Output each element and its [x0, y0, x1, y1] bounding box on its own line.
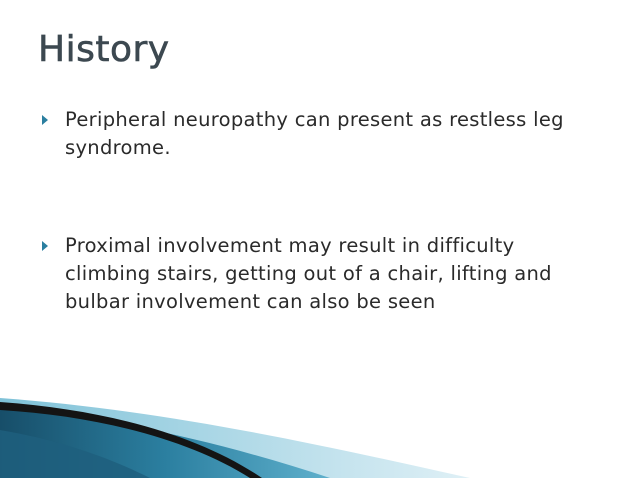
bullet-item — [40, 232, 600, 316]
bullet-text: Proximal involvement may result in difficulty climbing stairs, getting out of a chair, lifting and bulbar involvement can also be seen — [65, 234, 552, 313]
wave-main-band — [0, 408, 330, 478]
wave-dark-stroke — [0, 402, 262, 478]
wave-light-band — [0, 398, 470, 478]
triangle-bullet-icon — [42, 115, 48, 125]
bullet-item — [40, 106, 600, 162]
bullet-list — [40, 106, 600, 316]
wave-deep-corner — [0, 430, 150, 478]
slide-title: History — [38, 29, 170, 70]
bullet-text: Peripheral neuropathy can present as restless leg syndrome. — [65, 108, 564, 159]
triangle-bullet-icon — [42, 241, 48, 251]
